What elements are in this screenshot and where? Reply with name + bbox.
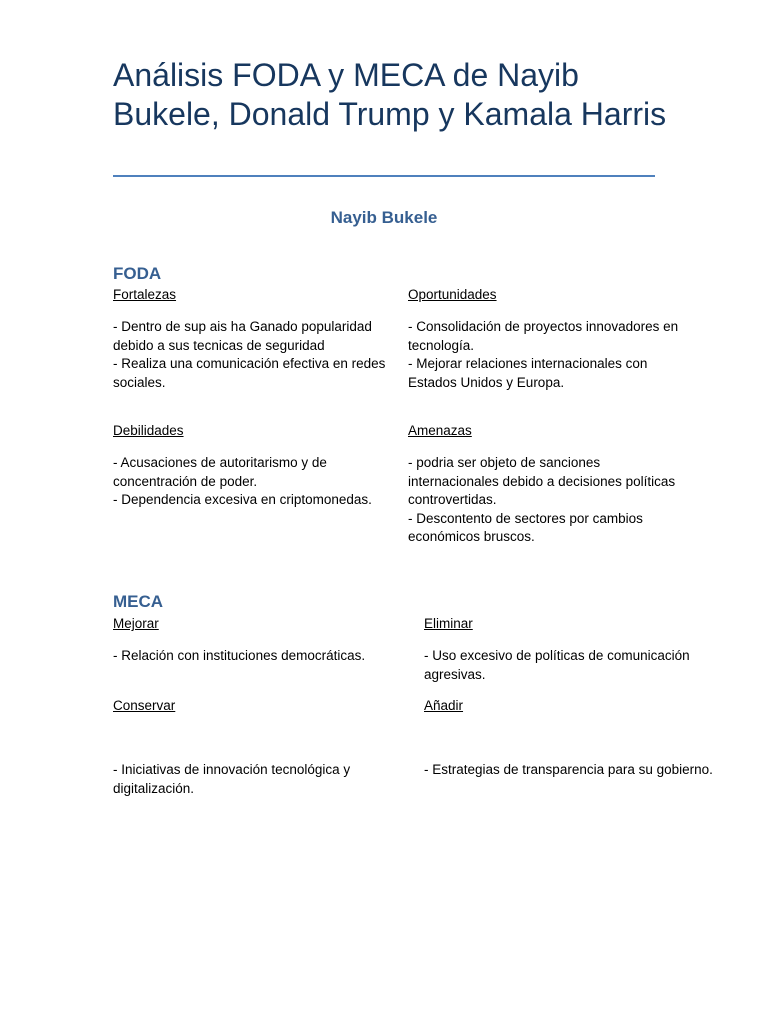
amenazas-item: - podria ser objeto de sanciones internacionales debido a decisiones políticas controvertidas. <box>408 455 676 507</box>
conservar-text: - Iniciativas de innovación tecnológica y digitalización. <box>113 762 351 796</box>
conservar-label: Conservar <box>113 698 176 713</box>
fortalezas-item: - Dentro de sup ais ha Ganado popularidad debido a sus tecnicas de seguridad <box>113 319 372 353</box>
section-title: Nayib Bukele <box>330 208 438 227</box>
eliminar-text: - Uso excesivo de políticas de comunicación agresivas. <box>424 648 690 682</box>
mejorar-label: Mejorar <box>113 616 159 631</box>
oportunidades-label: Oportunidades <box>408 287 497 302</box>
amenazas-label: Amenazas <box>408 423 472 438</box>
foda-heading: FODA <box>113 264 162 283</box>
document-title: Análisis FODA y MECA de Nayib Bukele, Donald Trump y Kamala Harris <box>113 57 667 132</box>
meca-heading: MECA <box>113 592 164 611</box>
eliminar-label: Eliminar <box>424 616 473 631</box>
oportunidades-content <box>408 318 698 392</box>
title-underline-rule <box>113 175 655 177</box>
fortalezas-item: - Realiza una comunicación efectiva en redes sociales. <box>113 356 386 390</box>
anadir-label: Añadir <box>424 698 464 713</box>
fortalezas-content <box>113 318 399 392</box>
debilidades-item: - Acusaciones de autoritarismo y de concentración de poder. <box>113 455 327 489</box>
debilidades-label: Debilidades <box>113 423 184 438</box>
debilidades-content <box>113 454 399 510</box>
mejorar-text: - Relación con instituciones democráticas. <box>113 648 366 663</box>
debilidades-item: - Dependencia excesiva en criptomonedas. <box>113 492 372 507</box>
oportunidades-item: - Mejorar relaciones internacionales con Estados Unidos y Europa. <box>408 356 648 390</box>
oportunidades-item: - Consolidación de proyectos innovadores en tecnología. <box>408 319 679 353</box>
amenazas-item: - Descontento de sectores por cambios económicos bruscos. <box>408 510 643 544</box>
anadir-text: - Estrategias de transparencia para su gobierno. <box>424 762 713 777</box>
amenazas-content <box>408 454 690 547</box>
fortalezas-label: Fortalezas <box>113 287 177 302</box>
